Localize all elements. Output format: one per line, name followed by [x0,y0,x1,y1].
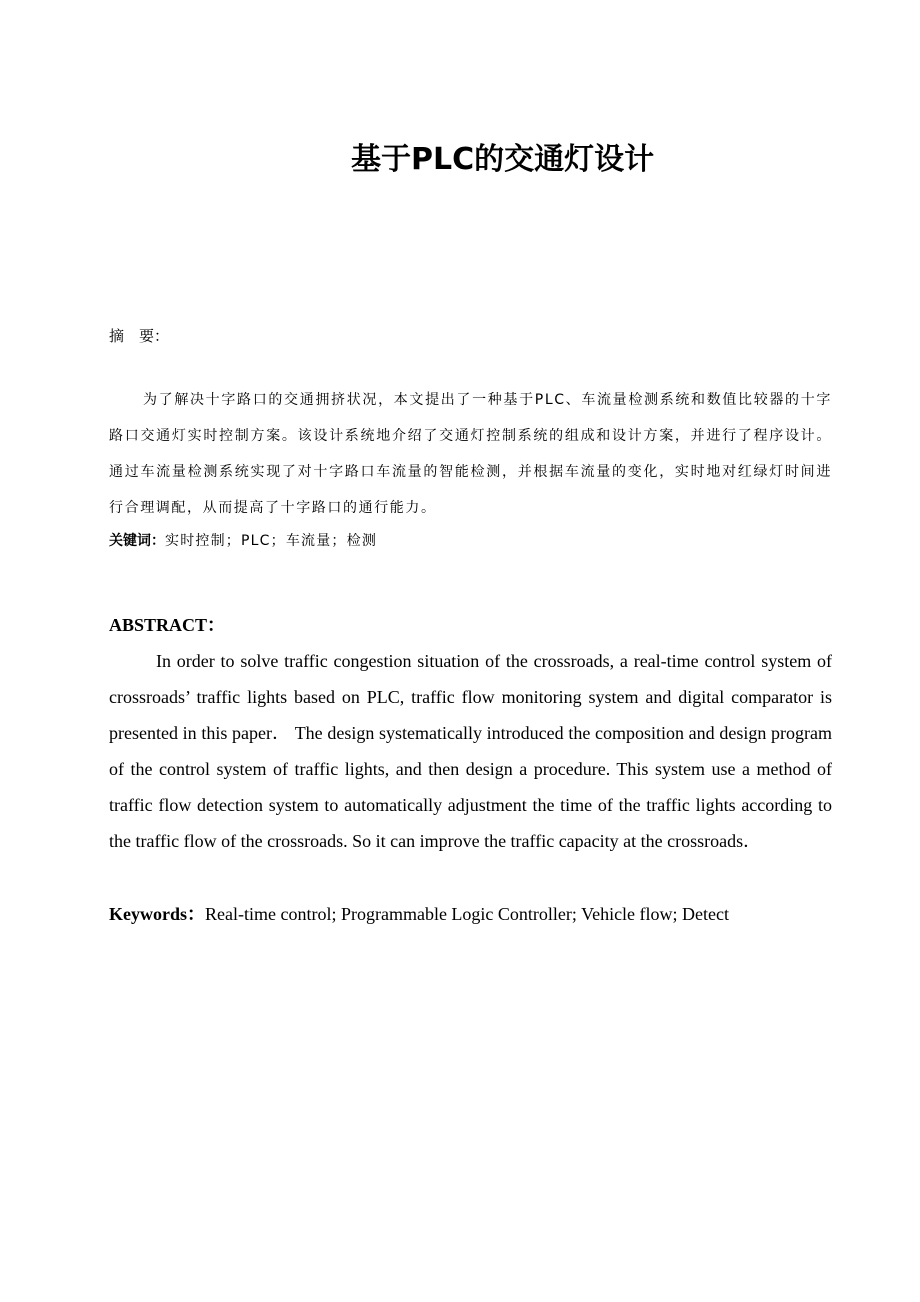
chinese-keywords-label: 关键词： [109,533,165,549]
english-keywords-value: Real-time control; Programmable Logic Controller; Vehicle flow; Detect [205,904,730,924]
english-abstract-label: ABSTRACT： [109,615,226,635]
english-keywords [109,902,832,926]
chinese-keywords [109,530,832,552]
chinese-abstract-text: 为了解决十字路口的交通拥挤状况，本文提出了一种基于PLC、车流量检测系统和数值比较器的十字路口交通灯实时控制方案。该设计系统地介绍了交通灯控制系统的组成和设计方案，并进行了程序设计。通过车流量检测系统实现了对十字路口车流量的智能检测，并根据车流量的变化，实时地对红绿灯时间进行合理调配，从而提高了十字路口的通行能力。 [109,392,832,516]
english-keywords-label: Keywords： [109,904,205,924]
english-abstract-text: In order to solve traffic congestion situation of the crossroads, a real-time control system of crossroads’ traffic lights based on PLC, traffic flow monitoring system and digital comparator is presented in this paper． The design systematically introduced the composition and design program of the control system of traffic lights, and then design a procedure. This system use a method of traffic flow detection system to automatically adjustment the time of the traffic lights according to the traffic flow of the crossroads. So it can improve the traffic capacity at the crossroads． [109,651,832,851]
document-title: 基于PLC的交通灯设计 [351,142,655,177]
chinese-abstract-label: 摘 要： [109,327,170,345]
chinese-keywords-value: 实时控制；PLC；车流量；检测 [165,533,378,549]
